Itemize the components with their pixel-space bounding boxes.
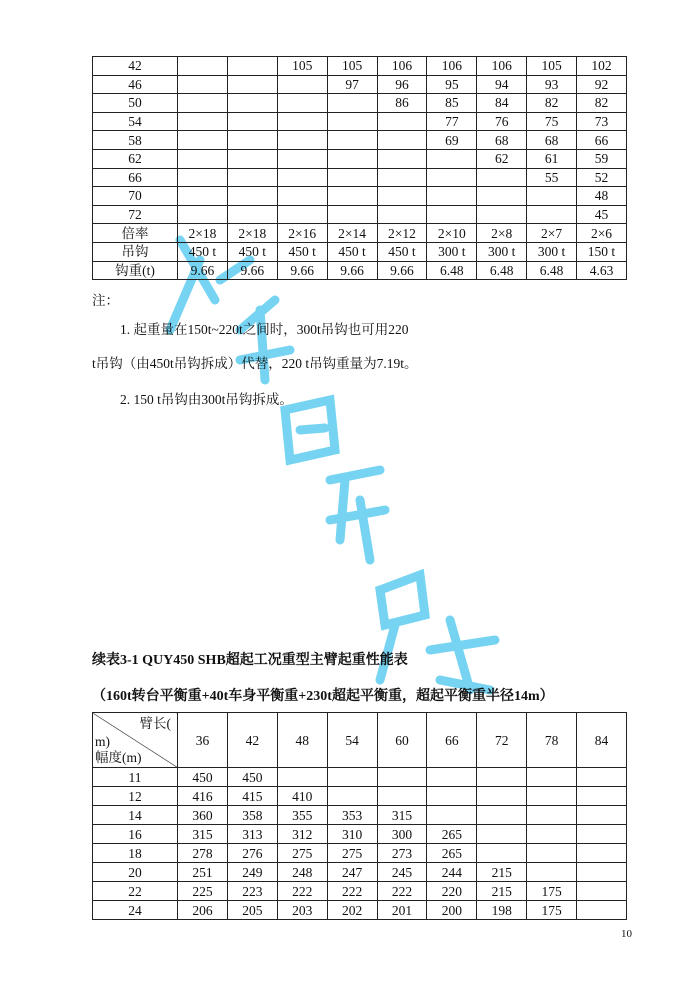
- notes-label: 注：: [92, 293, 119, 308]
- table-cell: [377, 149, 427, 168]
- table-cell: 300 t: [427, 242, 477, 261]
- table-cell: [527, 205, 577, 224]
- table-cell: [178, 131, 228, 150]
- table-cell: 222: [327, 882, 377, 901]
- table-cell: [227, 75, 277, 94]
- table-cell: 313: [227, 825, 277, 844]
- row-header: 钩重(t): [93, 261, 178, 280]
- table-cell: 276: [227, 844, 277, 863]
- table-cell: 358: [227, 806, 277, 825]
- table-row: [93, 825, 627, 844]
- table-cell: 62: [477, 149, 527, 168]
- table-cell: 222: [377, 882, 427, 901]
- table-row: [93, 844, 627, 863]
- table-cell: [527, 768, 577, 787]
- table-cell: [377, 168, 427, 187]
- table-cell: 55: [527, 168, 577, 187]
- row-header: 22: [93, 882, 178, 901]
- table-cell: [377, 768, 427, 787]
- table-row: [93, 787, 627, 806]
- table-row: [93, 149, 627, 168]
- row-header: 吊钩: [93, 242, 178, 261]
- table-cell: 203: [277, 901, 327, 920]
- table-cell: 450 t: [327, 242, 377, 261]
- table-cell: [227, 168, 277, 187]
- table-cell: 59: [577, 149, 627, 168]
- table-cell: 82: [577, 94, 627, 113]
- row-header: 24: [93, 901, 178, 920]
- table-cell: 102: [577, 57, 627, 76]
- note-2: 2. 150 t吊钩由300t吊钩拆成。: [120, 392, 293, 407]
- table-row: [93, 882, 627, 901]
- table-cell: 93: [527, 75, 577, 94]
- table-cell: [327, 205, 377, 224]
- table-cell: [277, 187, 327, 206]
- table-cell: [277, 205, 327, 224]
- table-cell: 106: [427, 57, 477, 76]
- load-table-superlift: [92, 712, 627, 920]
- table-cell: [477, 787, 527, 806]
- row-header: 12: [93, 787, 178, 806]
- row-header: 20: [93, 863, 178, 882]
- table-cell: [427, 149, 477, 168]
- table-cell: 450 t: [227, 242, 277, 261]
- table-cell: [277, 149, 327, 168]
- row-header: 42: [93, 57, 178, 76]
- table-cell: 175: [527, 882, 577, 901]
- table-cell: 275: [277, 844, 327, 863]
- boom-length-label: 臂长(: [139, 716, 171, 731]
- table-cell: 150 t: [577, 242, 627, 261]
- table-cell: 300: [377, 825, 427, 844]
- column-header: 84: [577, 713, 627, 768]
- table-cell: 205: [227, 901, 277, 920]
- table-cell: 9.66: [178, 261, 228, 280]
- table-cell: 244: [427, 863, 477, 882]
- table-row: [93, 901, 627, 920]
- row-header: 14: [93, 806, 178, 825]
- row-header: 62: [93, 149, 178, 168]
- column-header: 78: [527, 713, 577, 768]
- table-row: [93, 57, 627, 76]
- table-cell: 96: [377, 75, 427, 94]
- table-cell: 6.48: [427, 261, 477, 280]
- table-row: [93, 863, 627, 882]
- table-cell: [427, 768, 477, 787]
- table-cell: 215: [477, 863, 527, 882]
- table-cell: [327, 168, 377, 187]
- row-header: 66: [93, 168, 178, 187]
- table-cell: 265: [427, 844, 477, 863]
- table-cell: [477, 768, 527, 787]
- table-cell: 9.66: [277, 261, 327, 280]
- table-cell: 225: [178, 882, 228, 901]
- table-cell: [227, 112, 277, 131]
- table-cell: [477, 205, 527, 224]
- table-cell: [527, 187, 577, 206]
- table-row: [93, 94, 627, 113]
- table-cell: [277, 131, 327, 150]
- table-cell: 273: [377, 844, 427, 863]
- table-cell: [227, 131, 277, 150]
- table-cell: [178, 149, 228, 168]
- table-cell: 106: [477, 57, 527, 76]
- table-cell: 2×12: [377, 224, 427, 243]
- table-row: [93, 131, 627, 150]
- table-cell: 220: [427, 882, 477, 901]
- table-cell: 175: [527, 901, 577, 920]
- table-cell: 247: [327, 863, 377, 882]
- table-cell: [178, 57, 228, 76]
- row-header: 54: [93, 112, 178, 131]
- column-header: 36: [178, 713, 228, 768]
- row-header: 18: [93, 844, 178, 863]
- table-cell: [277, 75, 327, 94]
- table-cell: [577, 768, 627, 787]
- row-header: 50: [93, 94, 178, 113]
- table-cell: 360: [178, 806, 228, 825]
- table-cell: 86: [377, 94, 427, 113]
- table-cell: 97: [327, 75, 377, 94]
- table-cell: 450: [227, 768, 277, 787]
- table-cell: 77: [427, 112, 477, 131]
- table-cell: 450 t: [277, 242, 327, 261]
- table-cell: [327, 187, 377, 206]
- table-cell: [527, 844, 577, 863]
- table-cell: 94: [477, 75, 527, 94]
- page-number: 10: [621, 928, 632, 940]
- note-1: 1. 起重量在150t~220t之间时，300t吊钩也可用220: [120, 322, 409, 337]
- table-cell: 222: [277, 882, 327, 901]
- table-cell: 9.66: [227, 261, 277, 280]
- table-cell: 69: [427, 131, 477, 150]
- row-header: 16: [93, 825, 178, 844]
- table-cell: 200: [427, 901, 477, 920]
- table-cell: 312: [277, 825, 327, 844]
- table-cell: 52: [577, 168, 627, 187]
- table-cell: [577, 825, 627, 844]
- table-cell: [577, 787, 627, 806]
- table-cell: 68: [477, 131, 527, 150]
- table-cell: [277, 94, 327, 113]
- table-cell: 76: [477, 112, 527, 131]
- table-cell: [577, 901, 627, 920]
- table-cell: [178, 205, 228, 224]
- table-cell: [327, 787, 377, 806]
- table-row: [93, 205, 627, 224]
- table-cell: [377, 187, 427, 206]
- table-cell: 2×18: [227, 224, 277, 243]
- table-cell: 45: [577, 205, 627, 224]
- table-cell: [527, 787, 577, 806]
- table-cell: 9.66: [327, 261, 377, 280]
- table-row: [93, 806, 627, 825]
- table-cell: 75: [527, 112, 577, 131]
- table-cell: 223: [227, 882, 277, 901]
- table-cell: [527, 806, 577, 825]
- table-cell: 105: [327, 57, 377, 76]
- table-cell: 353: [327, 806, 377, 825]
- table-row: [93, 261, 627, 280]
- table-cell: 300 t: [527, 242, 577, 261]
- table-cell: [577, 863, 627, 882]
- table-cell: [427, 187, 477, 206]
- radius-label: 幅度(m): [95, 750, 142, 765]
- load-table-continued: [92, 56, 627, 280]
- table-cell: [327, 768, 377, 787]
- row-header: 70: [93, 187, 178, 206]
- table-cell: 105: [277, 57, 327, 76]
- table-cell: [277, 168, 327, 187]
- table-cell: 2×14: [327, 224, 377, 243]
- column-header: 72: [477, 713, 527, 768]
- row-header: 58: [93, 131, 178, 150]
- table-cell: [477, 168, 527, 187]
- row-header: 11: [93, 768, 178, 787]
- table-cell: [577, 806, 627, 825]
- table-cell: 198: [477, 901, 527, 920]
- row-header: 46: [93, 75, 178, 94]
- row-header: 72: [93, 205, 178, 224]
- table-cell: 4.63: [577, 261, 627, 280]
- table-cell: [477, 187, 527, 206]
- table-cell: 248: [277, 863, 327, 882]
- table-cell: 249: [227, 863, 277, 882]
- table-cell: 450 t: [377, 242, 427, 261]
- table-row: [93, 768, 627, 787]
- table-row: [93, 187, 627, 206]
- table-cell: [427, 168, 477, 187]
- table-cell: 450 t: [178, 242, 228, 261]
- table-cell: 6.48: [477, 261, 527, 280]
- section-title: 续表3-1 QUY450 SHB超起工况重型主臂起重性能表: [92, 653, 408, 668]
- table-cell: 215: [477, 882, 527, 901]
- table-cell: 73: [577, 112, 627, 131]
- table-cell: 310: [327, 825, 377, 844]
- table-cell: 92: [577, 75, 627, 94]
- table-cell: [477, 844, 527, 863]
- table-cell: [178, 187, 228, 206]
- table-cell: 416: [178, 787, 228, 806]
- table-cell: 278: [178, 844, 228, 863]
- table-cell: 6.48: [527, 261, 577, 280]
- table-cell: 201: [377, 901, 427, 920]
- table-cell: [227, 149, 277, 168]
- table-cell: [227, 57, 277, 76]
- table-cell: [178, 168, 228, 187]
- table-cell: [377, 787, 427, 806]
- table-row: [93, 242, 627, 261]
- table-cell: [427, 787, 477, 806]
- table-cell: 61: [527, 149, 577, 168]
- note-1-continued: t吊钩（由450t吊钩拆成）代替，220 t吊钩重量为7.19t。: [92, 356, 418, 371]
- table-row: [93, 112, 627, 131]
- table-cell: 202: [327, 901, 377, 920]
- table-cell: 84: [477, 94, 527, 113]
- table-cell: [527, 863, 577, 882]
- table-cell: [227, 94, 277, 113]
- table-cell: [477, 825, 527, 844]
- table-cell: 275: [327, 844, 377, 863]
- table-cell: 315: [377, 806, 427, 825]
- table-cell: 9.66: [377, 261, 427, 280]
- section-subtitle: （160t转台平衡重+40t车身平衡重+230t超起平衡重，超起平衡重半径14m）: [92, 689, 554, 704]
- table-cell: 450: [178, 768, 228, 787]
- table-cell: [577, 844, 627, 863]
- table-cell: [377, 205, 427, 224]
- table-cell: 106: [377, 57, 427, 76]
- table-cell: 85: [427, 94, 477, 113]
- table-cell: 2×16: [277, 224, 327, 243]
- table-cell: 105: [527, 57, 577, 76]
- table-cell: [227, 187, 277, 206]
- table-cell: [227, 205, 277, 224]
- table-cell: 2×10: [427, 224, 477, 243]
- table-cell: [377, 112, 427, 131]
- corner-header: [93, 713, 178, 768]
- table-row: [93, 224, 627, 243]
- table-cell: [327, 149, 377, 168]
- table-cell: [327, 131, 377, 150]
- column-header: 42: [227, 713, 277, 768]
- table-cell: 251: [178, 863, 228, 882]
- table-cell: [327, 112, 377, 131]
- column-header: 60: [377, 713, 427, 768]
- table-cell: [527, 825, 577, 844]
- table-cell: [178, 112, 228, 131]
- column-header: 54: [327, 713, 377, 768]
- column-header: 66: [427, 713, 477, 768]
- table-cell: 265: [427, 825, 477, 844]
- table-cell: 66: [577, 131, 627, 150]
- column-header: 48: [277, 713, 327, 768]
- table-cell: 206: [178, 901, 228, 920]
- table-cell: [178, 75, 228, 94]
- table-cell: 2×6: [577, 224, 627, 243]
- table-cell: [178, 94, 228, 113]
- table-cell: [427, 806, 477, 825]
- table-cell: 82: [527, 94, 577, 113]
- row-header: 倍率: [93, 224, 178, 243]
- table-cell: [377, 131, 427, 150]
- table-cell: 68: [527, 131, 577, 150]
- table-cell: 245: [377, 863, 427, 882]
- table-cell: 355: [277, 806, 327, 825]
- table-cell: [427, 205, 477, 224]
- table-cell: [277, 768, 327, 787]
- table-cell: [577, 882, 627, 901]
- table-cell: [477, 806, 527, 825]
- table-cell: 315: [178, 825, 228, 844]
- table-cell: 48: [577, 187, 627, 206]
- table-row: [93, 75, 627, 94]
- table-cell: [277, 112, 327, 131]
- table-cell: 410: [277, 787, 327, 806]
- table-row: [93, 168, 627, 187]
- table-cell: 415: [227, 787, 277, 806]
- table-cell: 300 t: [477, 242, 527, 261]
- table-cell: 95: [427, 75, 477, 94]
- table-cell: 2×8: [477, 224, 527, 243]
- table-cell: 2×18: [178, 224, 228, 243]
- table-cell: 2×7: [527, 224, 577, 243]
- table-cell: [327, 94, 377, 113]
- boom-length-unit: m): [95, 734, 110, 749]
